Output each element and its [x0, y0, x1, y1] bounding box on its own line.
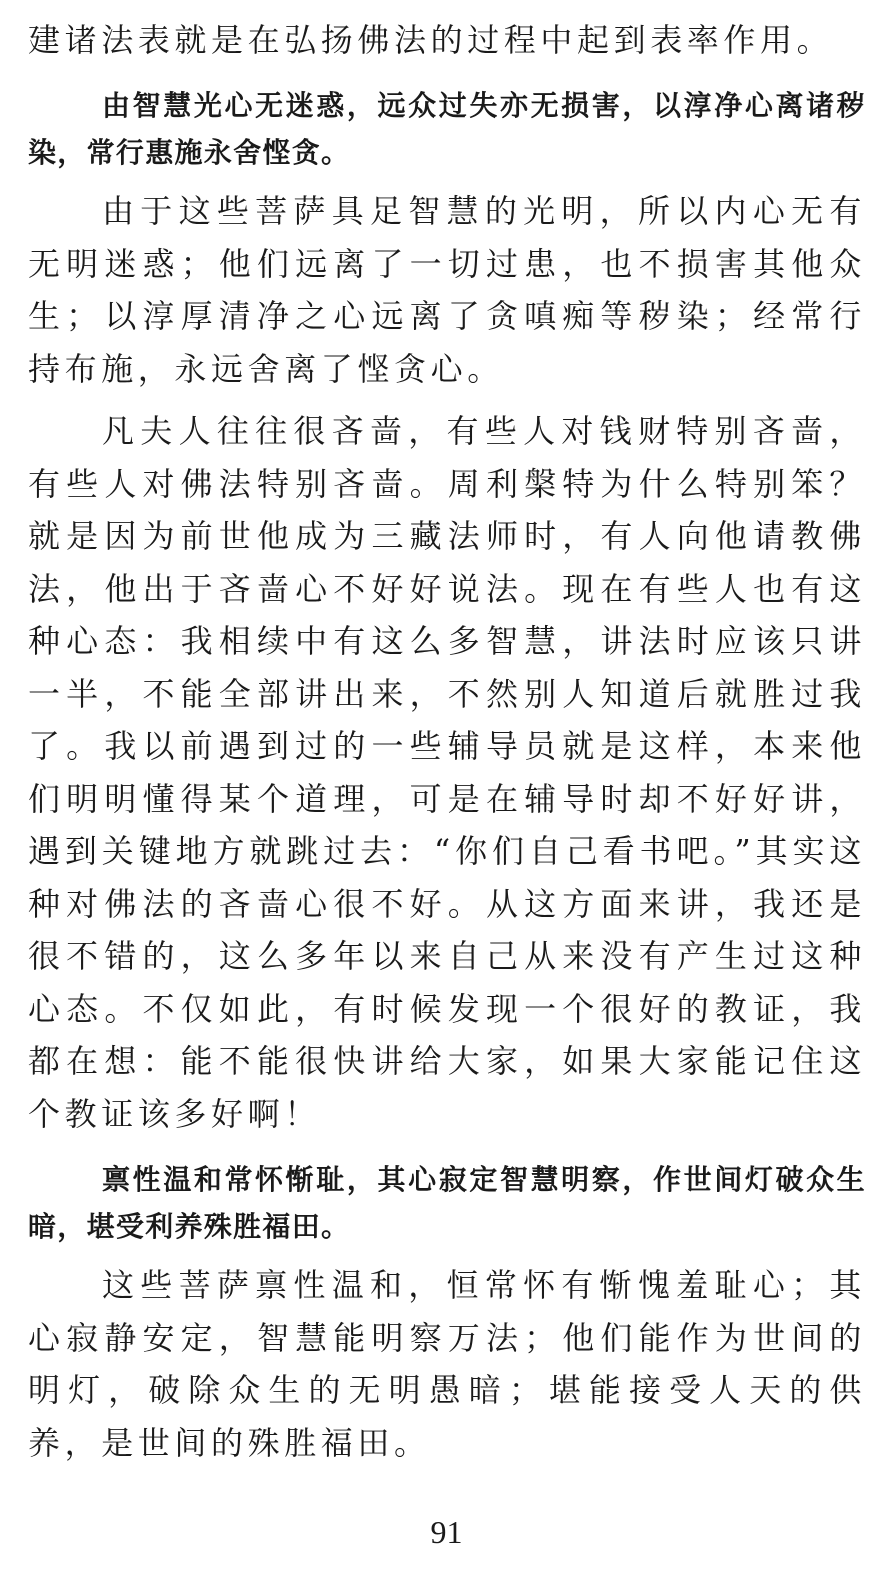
verse-quote-1: 由智慧光心无迷惑，远众过失亦无损害，以淳净心离诸秽染，常行惠施永舍悭贪。 [28, 89, 866, 169]
commentary-paragraph-1: 由于这些菩萨具足智慧的光明，所以内心无有无明迷惑；他们远离了一切过患，也不损害其他众生；以淳厚清净之心远离了贪嗔痴等秽染；经常行持布施，永远舍离了悭贪心。 [28, 192, 866, 388]
verse-quote-2: 禀性温和常怀惭耻，其心寂定智慧明察，作世间灯破众生暗，堪受利养殊胜福田。 [28, 1163, 866, 1243]
commentary-paragraph-3: 这些菩萨禀性温和，恒常怀有惭愧羞耻心；其心寂静安定，智慧能明察万法；他们能作为世间的明灯，破除众生的无明愚暗；堪能接受人天的供养，是世间的殊胜福田。 [28, 1266, 866, 1462]
paragraph-continuation: 建诸法表就是在弘扬佛法的过程中起到表率作用。 [28, 21, 834, 59]
page-number: 91 [430, 1514, 463, 1550]
commentary-paragraph-2: 凡夫人往往很吝啬，有些人对钱财特别吝啬，有些人对佛法特别吝啬。周利槃特为什么特别笨？就是因为前世他成为三藏法师时，有人向他请教佛法，他出于吝啬心不好好说法。现在有些人也有这种心态：我相续中有这么多智慧，讲法时应该只讲一半，不能全部讲出来，不然别人知道后就胜过我了。我以前遇到过的一些辅导员就是这样，本来他们明明懂得某个道理，可是在辅导时却不好好讲，遇到关键地方就跳过去：“你们自己看书吧。”其实这种对佛法的吝啬心很不好。从这方面来讲，我还是很不错的，这么多年以来自己从来没有产生过这种心态。不仅如此，有时候发现一个很好的教证，我都在想：能不能很快讲给大家，如果大家能记住这个教证该多好啊！ [28, 412, 866, 1133]
